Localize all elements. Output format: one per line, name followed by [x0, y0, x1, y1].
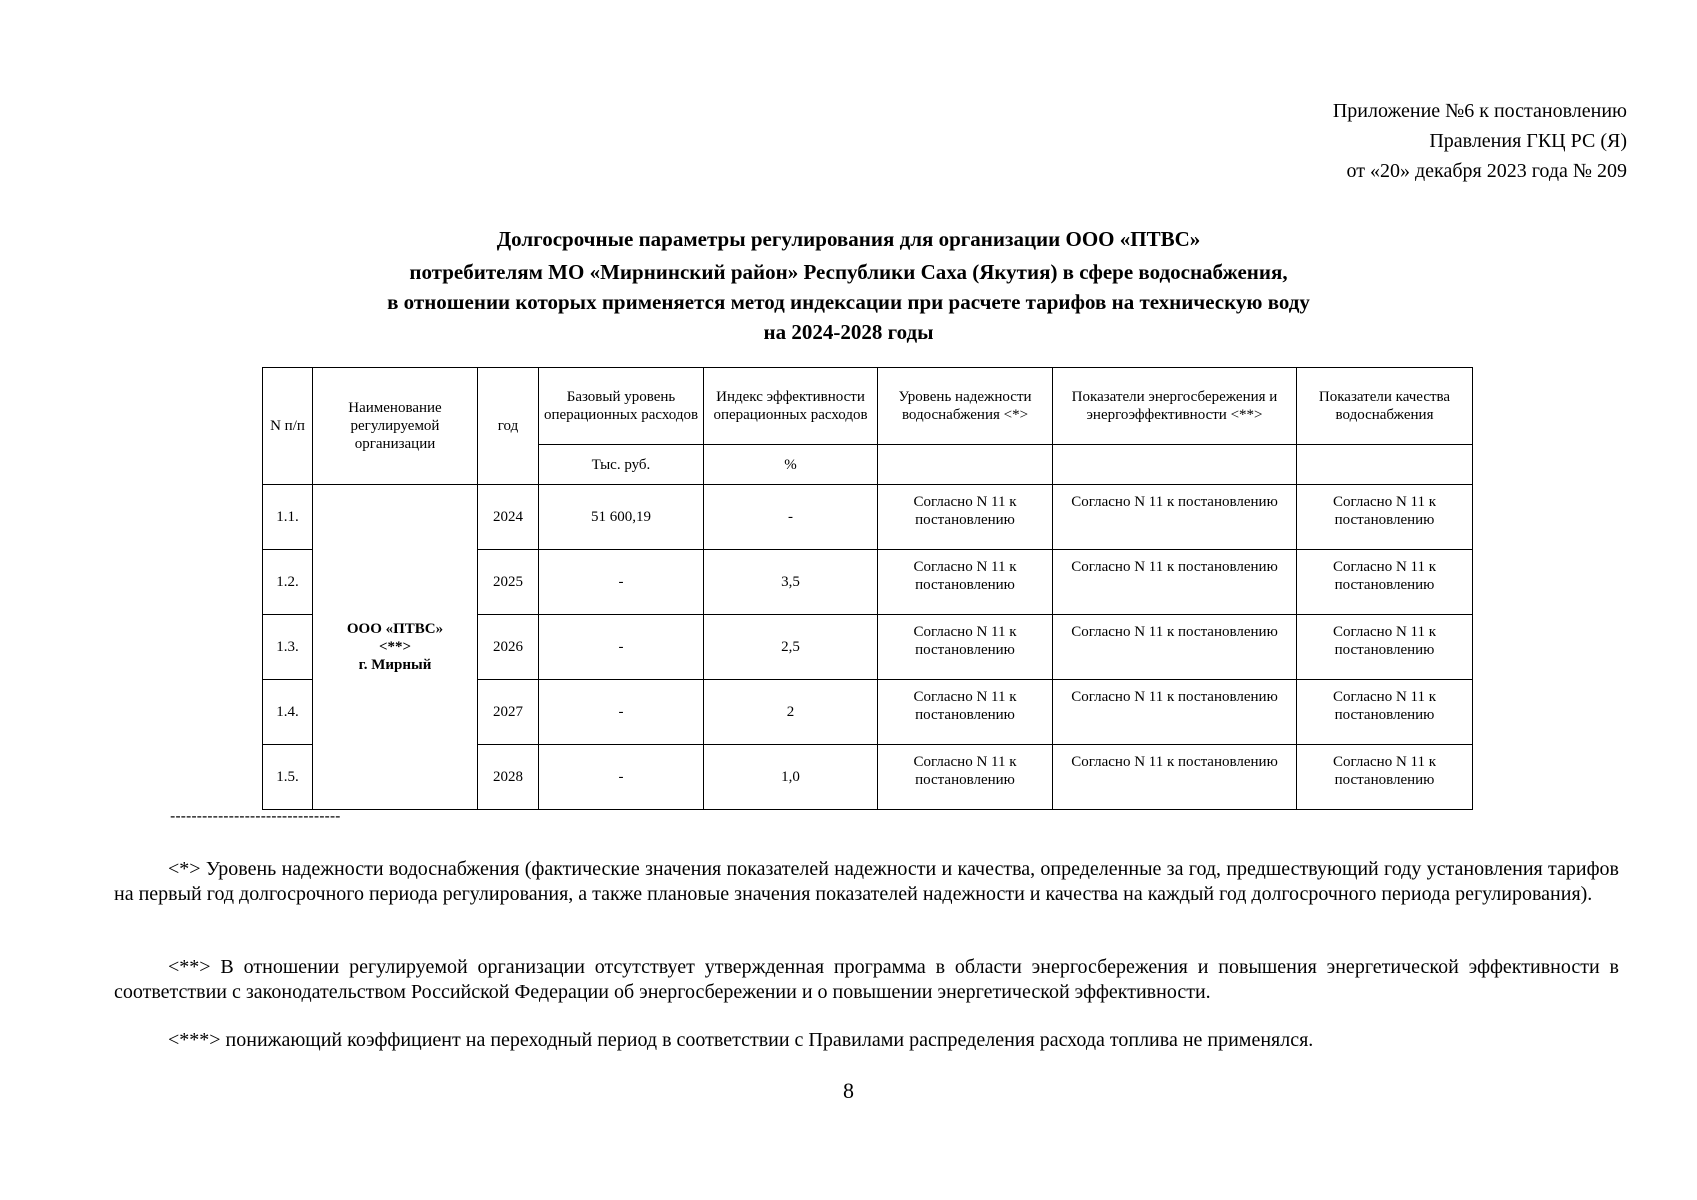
row-quality: Согласно N 11 к постановлению [1297, 550, 1473, 615]
row-num: 1.2. [263, 550, 313, 615]
header-quality: Показатели качества водоснабжения [1297, 368, 1473, 445]
row-base: - [539, 550, 704, 615]
row-energy: Согласно N 11 к постановлению [1053, 485, 1297, 550]
row-quality: Согласно N 11 к постановлению [1297, 485, 1473, 550]
unit-base: Тыс. руб. [539, 445, 704, 485]
unit-empty [1053, 445, 1297, 485]
title-line4: на 2024-2028 годы [763, 320, 934, 344]
row-year: 2025 [478, 550, 539, 615]
page-number: 8 [843, 1078, 854, 1103]
unit-index: % [704, 445, 878, 485]
table-header-row [263, 368, 1473, 445]
row-index: - [704, 485, 878, 550]
row-index: 2 [704, 680, 878, 745]
row-num: 1.1. [263, 485, 313, 550]
title-line1: Долгосрочные параметры регулирования для организации ООО «ПТВС» [496, 227, 1201, 251]
row-energy: Согласно N 11 к постановлению [1053, 550, 1297, 615]
row-num: 1.4. [263, 680, 313, 745]
row-quality: Согласно N 11 к постановлению [1297, 615, 1473, 680]
header-base: Базовый уровень операционных расходов [539, 368, 704, 445]
table-row [263, 485, 1473, 550]
org-city: г. Мирный [358, 657, 432, 673]
header-energy: Показатели энергосбережения и энергоэффективности <**> [1053, 368, 1297, 445]
row-reliability: Согласно N 11 к постановлению [878, 615, 1053, 680]
org-note-mark: <**> [378, 639, 412, 655]
row-base: 51 600,19 [539, 485, 704, 550]
header-index: Индекс эффективности операционных расходов [704, 368, 878, 445]
row-year: 2026 [478, 615, 539, 680]
row-num: 1.5. [263, 745, 313, 810]
header-year: год [478, 368, 539, 485]
unit-empty [878, 445, 1053, 485]
footnote-energy: <**> В отношении регулируемой организации отсутствует утвержденная программа в области энергосбережения и повышения энергетической эффективности в соответствии с законодательством Российской Федерации об энергосбережении и о повышении энергетической эффективности. [114, 956, 1619, 1003]
parameters-table [262, 367, 1473, 810]
title-line3: в отношении которых применяется метод индексации при расчете тарифов на техническую воду [387, 290, 1310, 314]
row-quality: Согласно N 11 к постановлению [1297, 680, 1473, 745]
row-energy: Согласно N 11 к постановлению [1053, 680, 1297, 745]
appendix-note-line2: Правления ГКЦ РС (Я) [1429, 130, 1627, 152]
row-reliability: Согласно N 11 к постановлению [878, 680, 1053, 745]
row-quality: Согласно N 11 к постановлению [1297, 745, 1473, 810]
row-base: - [539, 745, 704, 810]
row-index: 3,5 [704, 550, 878, 615]
org-name: ООО «ПТВС» [346, 621, 444, 637]
document-title [0, 224, 1697, 347]
row-year: 2028 [478, 745, 539, 810]
unit-empty [1297, 445, 1473, 485]
row-energy: Согласно N 11 к постановлению [1053, 745, 1297, 810]
row-base: - [539, 680, 704, 745]
row-energy: Согласно N 11 к постановлению [1053, 615, 1297, 680]
footnote-reliability: <*> Уровень надежности водоснабжения (фактические значения показателей надежности и качества, определенные за год, предшествующий году установления тарифов на первый год долгосрочного периода регулирования, а также плановые значения показателей надежности и качества на каждый год долгосрочного периода регулирования). [114, 858, 1619, 905]
appendix-note-line3: от «20» декабря 2023 года № 209 [1346, 160, 1627, 182]
appendix-note-line1: Приложение №6 к постановлению [1332, 100, 1627, 122]
footnote-coefficient: <***> понижающий коэффициент на переходный период в соответствии с Правилами распределения расхода топлива не применялся. [168, 1029, 1314, 1051]
org-name-cell [313, 485, 478, 810]
row-reliability: Согласно N 11 к постановлению [878, 550, 1053, 615]
footnote-separator: -------------------------------- [170, 808, 341, 825]
appendix-note [1333, 96, 1627, 186]
row-reliability: Согласно N 11 к постановлению [878, 485, 1053, 550]
row-index: 2,5 [704, 615, 878, 680]
row-year: 2024 [478, 485, 539, 550]
row-num: 1.3. [263, 615, 313, 680]
row-reliability: Согласно N 11 к постановлению [878, 745, 1053, 810]
header-reliability: Уровень надежности водоснабжения <*> [878, 368, 1053, 445]
row-base: - [539, 615, 704, 680]
header-org: Наименование регулируемой организации [313, 368, 478, 485]
title-line2: потребителям МО «Мирнинский район» Республики Саха (Якутия) в сфере водоснабжения, [409, 260, 1288, 284]
header-num: N п/п [263, 368, 313, 485]
row-year: 2027 [478, 680, 539, 745]
row-index: 1,0 [704, 745, 878, 810]
